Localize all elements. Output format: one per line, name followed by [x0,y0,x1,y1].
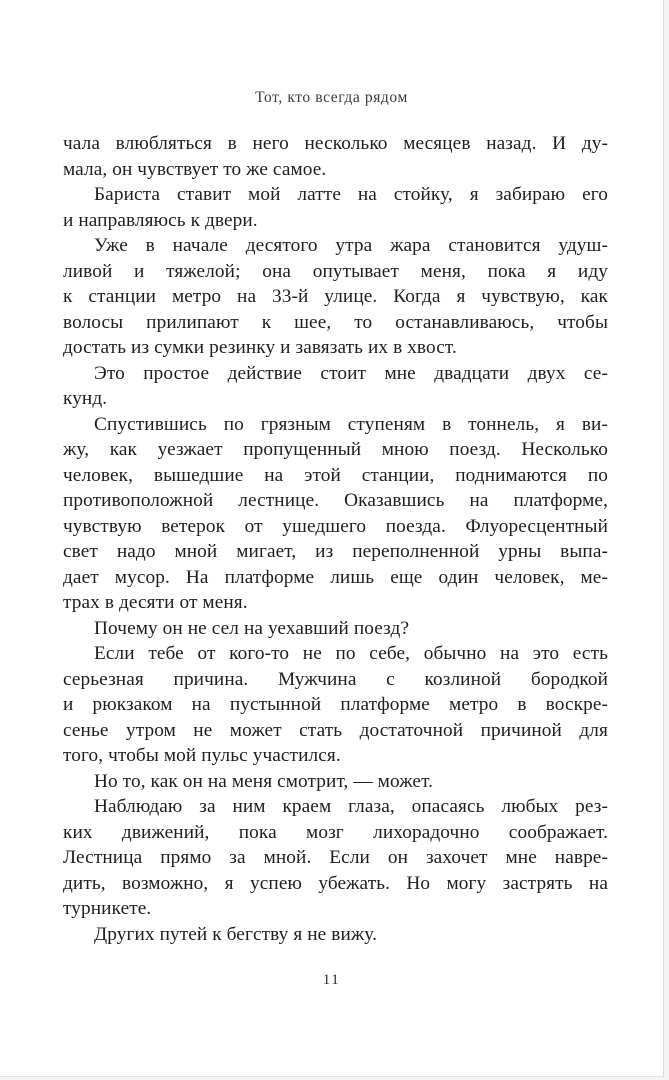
body-text [63,131,608,947]
text-line: Почему он не сел на уехавший поезд? [94,617,410,639]
text-line: серьезная причина. Мужчина с козлиной бородкой [63,668,608,690]
text-line: чала влюбляться в него несколько месяцев назад. И ду- [63,133,608,154]
text-line: достать из сумки резинку и завязать их в хвост. [63,337,457,358]
page-number: 11 [322,972,341,988]
text-line: Спустившись по грязным ступеням в тоннель, я ви- [94,413,608,435]
text-line: и направляюсь к двери. [63,209,258,231]
text-line: трах в десяти от меня. [63,592,248,613]
text-line: дить, возможно, я успею убежать. Но могу застрять на [63,872,608,894]
running-title: Тот, кто всегда рядом [255,89,408,106]
text-line: человек, вышедшие на этой станции, поднимаются по [63,464,608,486]
text-line: Наблюдаю за ним краем глаза, опасаясь любых рез- [94,796,608,817]
text-line: Других путей к бегству я не вижу. [94,923,378,945]
text-line: волосы прилипают к шее, то останавливаюсь, чтобы [63,311,608,333]
text-line: мала, он чувствует то же самое. [63,158,327,180]
text-line: кунд. [63,388,108,409]
text-line: к станции метро на 33-й улице. Когда я чувствую, как [63,286,608,307]
text-line: противоположной лестнице. Оказавшись на платформе, [63,490,608,511]
text-line: Это простое действие стоит мне двадцати двух се- [94,362,608,384]
text-line: ких движений, пока мозг лихорадочно соображает. [63,821,608,843]
text-line: Лестница прямо за мной. Если он захочет мне навре- [63,847,608,868]
text-line: турникете. [63,898,152,919]
text-line: и рюкзаком на пустынной платформе метро в воскре- [63,694,608,715]
text-line: того, чтобы мой пульс участился. [63,745,341,766]
text-line: сенье утром не может стать достаточной причиной для [63,719,608,741]
text-line: дает мусор. На платформе лишь еще один человек, ме- [63,566,608,588]
text-line: жу, как уезжает пропущенный мною поезд. Несколько [63,439,608,460]
text-line: Уже в начале десятого утра жара становится удуш- [94,235,608,256]
text-line: Бариста ставит мой латте на стойку, я забираю его [94,184,608,205]
text-line: Но то, как он на меня смотрит, — может. [94,770,434,792]
text-line: Если тебе от кого-то не по себе, обычно на это есть [94,643,608,664]
text-line: чувствую ветерок от ушедшего поезда. Флуоресцентный [63,515,608,537]
text-line: свет надо мной мигает, из переполненной урны выпа- [63,541,608,562]
text-line: ливой и тяжелой; она опутывает меня, пока я иду [63,260,608,282]
